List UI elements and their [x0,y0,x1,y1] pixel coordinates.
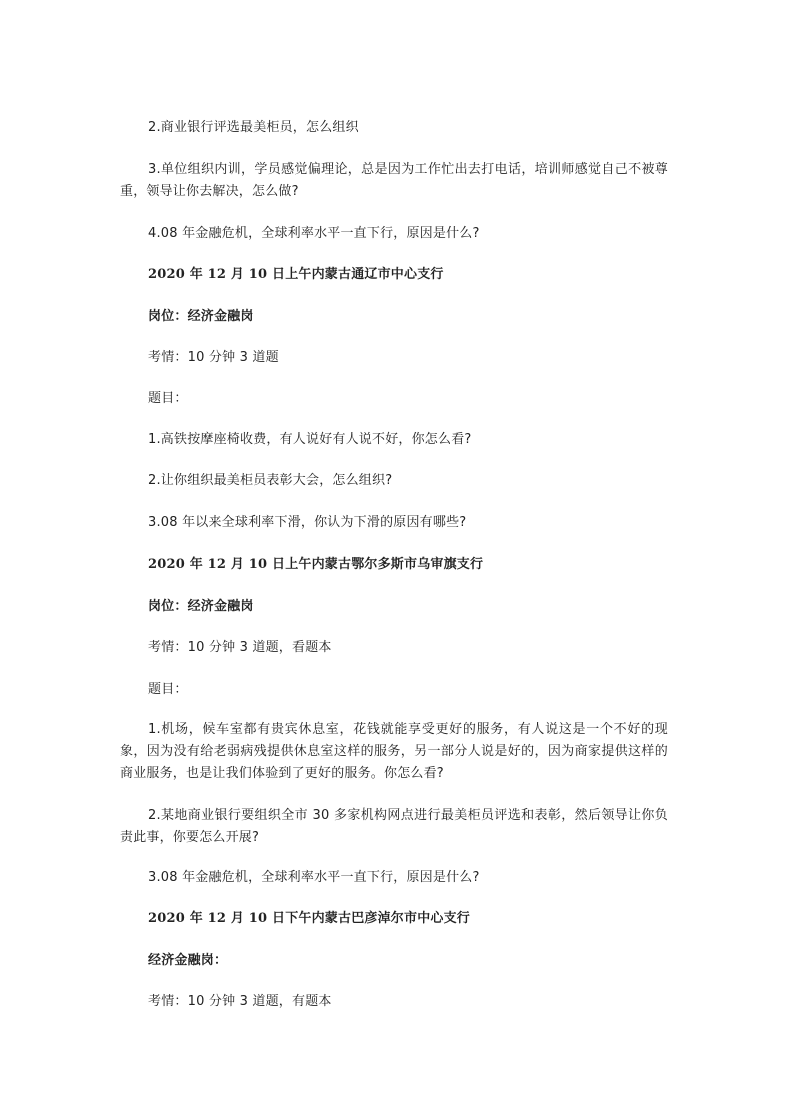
question-line: 2.让你组织最美柜员表彰大会，怎么组织? [148,473,393,488]
position-label: 经济金融岗： [148,953,228,968]
section-heading: 2020 年 12 月 10 日下午内蒙古巴彦淖尔市中心支行 [148,911,470,926]
exam-info: 考情：10 分钟 3 道题，看题本 [148,640,332,655]
questions-label: 题目： [148,391,188,406]
question-line: 3.08 年金融危机，全球利率水平一直下行，原因是什么? [148,870,480,885]
question-paragraph: 3.单位组织内训，学员感觉偏理论，总是因为工作忙出去打电话，培训师感觉自己不被尊重，领导让你去解决，怎么做? [120,162,668,199]
question-line: 4.08 年金融危机，全球利率水平一直下行，原因是什么? [148,226,480,241]
position-label: 岗位：经济金融岗 [148,599,254,614]
section-heading: 2020 年 12 月 10 日上午内蒙古鄂尔多斯市乌审旗支行 [148,557,484,572]
section-heading: 2020 年 12 月 10 日上午内蒙古通辽市中心支行 [148,267,444,282]
question-line: 3.08 年以来全球利率下滑，你认为下滑的原因有哪些? [148,515,467,530]
question-paragraph: 1.机场，候车室都有贵宾休息室，花钱就能享受更好的服务，有人说这是一个不好的现象，因为没有给老弱病残提供休息室这样的服务，另一部分人说是好的，因为商家提供这样的商业服务，也是让我们体验到了更好的服务。你怎么看? [120,722,668,781]
question-line: 2.商业银行评选最美柜员，怎么组织 [148,120,359,135]
question-paragraph: 2.某地商业银行要组织全市 30 多家机构网点进行最美柜员评选和表彰，然后领导让你负责此事，你要怎么开展? [120,808,668,845]
question-line: 1.高铁按摩座椅收费，有人说好有人说不好，你怎么看? [148,432,472,447]
position-label: 岗位：经济金融岗 [148,309,254,324]
questions-label: 题目： [148,682,188,697]
exam-info: 考情：10 分钟 3 道题 [148,350,279,365]
exam-info: 考情：10 分钟 3 道题，有题本 [148,994,332,1009]
